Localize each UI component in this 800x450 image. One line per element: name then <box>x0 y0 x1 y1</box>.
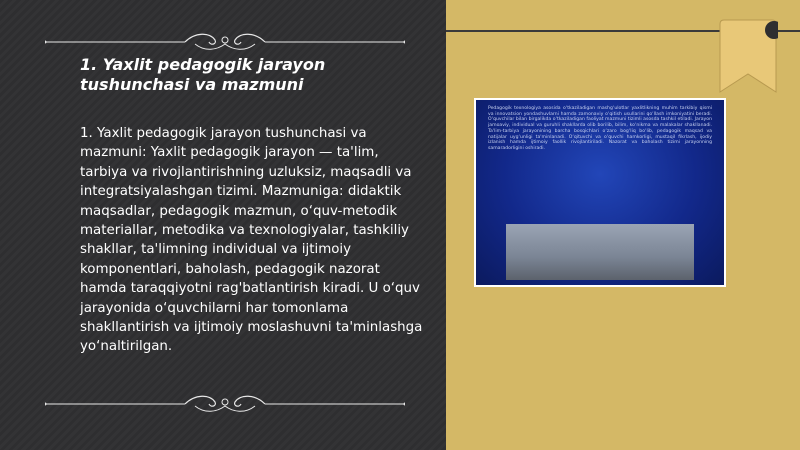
slide-body: 1. Yaxlit pedagogik jarayon tushunchasi va mazmuni: Yaxlit pedagogik jarayon — ta'lim, tarbiya va rivojlantirishning uzluksiz, maqsadli va integratsiyalashgan tizimi. Mazmuniga: didaktik maqsadlar, pedagogik mazmun, o‘quv-metodik materiallar, metodika va texnologiyalar, tashkiliy shakllar, ta'limning individual va ijtimoiy komponentlari, baholash, pedagogik nazorat hamda taraqqiyotni rag'batlantirish kiradi. U o‘quv jarayonida o‘quvchilarni har tomonlama shakllantirish va ijtimoiy moslashuvni ta'minlashga yo‘naltirilgan. <box>80 126 423 355</box>
ornament-divider-icon <box>45 392 405 416</box>
classroom-photo <box>506 224 694 280</box>
ornament-divider-icon <box>45 30 405 54</box>
photo-image <box>476 100 724 285</box>
slide-photo <box>474 98 726 287</box>
photo-caption-text: Pedagogik texnologiya asosida o‘tkaziladigan mashg‘ulotlar yaxlitlikning muhim tarkibiy qismi va innovatsion yondashuvlarni hamda zamonaviy o‘qitish usullarini qo‘llash imkoniyatini beradi. O‘quvchilar bilan birgalikda o‘tkaziladigan faoliyat mazmuni tizimli asosda tashkil etiladi. Jarayon jamoaviy, individual va guruhli shakllarda olib borilib, bilim, ko‘nikma va malakalar shakllanadi. Ta'lim-tarbiya jarayonining barcha bosqichlari o‘zaro bog‘liq bo‘lib, pedagogik maqsad va natijalar uyg‘unligi ta'minlanadi. O‘qituvchi va o‘quvchi hamkorligi, mustaqil fikrlash, ijodiy izlanish hamda ijtimoiy faollik rivojlantiriladi. Nazorat va baholash tizimi jarayonning samaradorligini oshiradi. <box>488 106 712 151</box>
bookmark-ribbon-icon <box>718 18 778 94</box>
slide-title: 1. Yaxlit pedagogik jarayon tushunchasi va mazmuni <box>80 55 326 94</box>
